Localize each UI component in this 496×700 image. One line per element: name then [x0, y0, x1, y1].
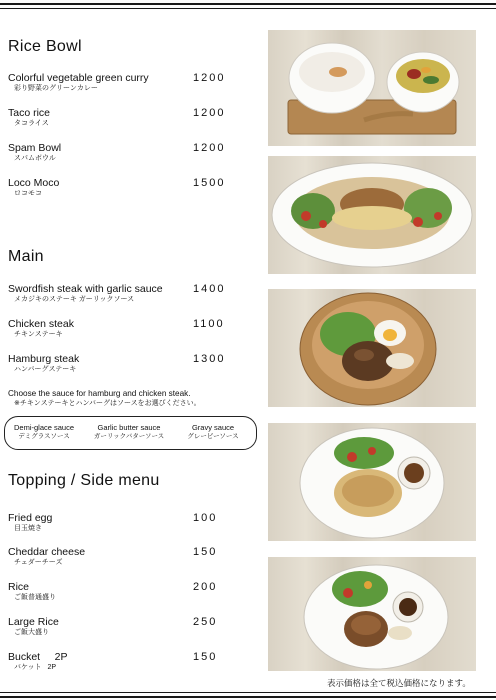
sauce-name-jp: ガーリックバターソース — [93, 433, 165, 440]
hamburg-plate-photo — [268, 557, 476, 671]
item-price: 100 — [193, 512, 218, 524]
item-price: 1400 — [193, 283, 226, 295]
item-name-jp: 彩り野菜のグリーンカレー — [14, 85, 98, 92]
section-title-topping: Topping / Side menu — [8, 472, 160, 489]
item-price: 200 — [193, 581, 218, 593]
menu-item-taco-rice — [8, 107, 232, 128]
tax-included-note: 表示価格は全て税込価格になります。 — [327, 678, 471, 688]
item-price: 1500 — [193, 177, 226, 189]
item-name-jp: チキンステーキ — [14, 331, 63, 338]
sauce-options-box — [4, 416, 257, 450]
item-name-jp: スパムボウル — [14, 155, 56, 162]
item-name: Colorful vegetable green curry — [8, 72, 149, 84]
item-price: 1300 — [193, 353, 226, 365]
item-name-jp: タコライス — [14, 120, 49, 127]
item-price: 150 — [193, 546, 218, 558]
menu-item-bucket — [8, 651, 232, 672]
menu-item-spam-bowl — [8, 142, 232, 163]
item-name: Swordfish steak with garlic sauce — [8, 283, 163, 295]
item-name-jp: メカジキのステーキ ガーリックソース — [14, 296, 135, 303]
menu-item-hamburg-steak — [8, 353, 232, 374]
item-name: Large Rice — [8, 616, 59, 628]
item-name-jp: バケット 2P — [14, 664, 57, 671]
section-title-rice-bowl: Rice Bowl — [8, 38, 82, 55]
item-name-jp: 目玉焼き — [14, 525, 42, 532]
item-name: Taco rice — [8, 107, 51, 119]
item-name-jp: ご飯大盛り — [14, 629, 49, 636]
menu-item-large-rice — [8, 616, 232, 637]
menu-item-rice — [8, 581, 232, 602]
section-title-main: Main — [8, 248, 44, 265]
green-curry-photo — [268, 30, 476, 146]
menu-item-loco-moco — [8, 177, 232, 198]
bottom-border-thick — [0, 696, 496, 698]
sauce-name-jp: デミグラスソース — [18, 433, 70, 440]
sauce-name: Demi-glace sauce — [13, 423, 75, 432]
chicken-steak-photo — [268, 423, 476, 541]
sauce-name: Gravy sauce — [191, 423, 235, 432]
menu-item-chicken-steak — [8, 318, 232, 339]
item-name-jp: ロコモコ — [14, 190, 42, 197]
item-price: 150 — [193, 651, 218, 663]
item-name: Fried egg — [8, 512, 53, 524]
item-name: Bucket 2P — [8, 651, 68, 663]
item-name: Rice — [8, 581, 30, 593]
menu-item-green-curry — [8, 72, 232, 93]
item-price: 250 — [193, 616, 218, 628]
item-name-jp: ハンバーグステーキ — [14, 366, 77, 373]
item-name: Chicken steak — [8, 318, 74, 330]
bottom-border-thin — [0, 692, 496, 693]
sauce-name-jp: グレービーソース — [187, 433, 239, 440]
menu-item-fried-egg — [8, 512, 232, 533]
item-name-jp: チェダーチーズ — [14, 559, 63, 566]
item-name: Loco Moco — [8, 177, 60, 189]
top-border-thin — [0, 8, 496, 9]
menu-item-swordfish-steak — [8, 283, 232, 304]
item-price: 1100 — [193, 318, 225, 330]
item-name: Hamburg steak — [8, 353, 80, 365]
sauce-choice-note — [8, 389, 258, 408]
item-name: Spam Bowl — [8, 142, 62, 154]
menu-item-cheddar-cheese — [8, 546, 232, 567]
loco-moco-photo — [268, 156, 476, 274]
item-price: 1200 — [193, 142, 226, 154]
top-border-thick — [0, 3, 496, 5]
sauce-option-gravy — [177, 423, 249, 441]
item-price: 1200 — [193, 107, 226, 119]
sauce-note-jp: ※チキンステーキとハンバーグはソースをお選びください。 — [14, 400, 201, 407]
sauce-name: Garlic butter sauce — [97, 423, 161, 432]
sauce-option-demi-glace — [7, 423, 81, 441]
item-name: Cheddar cheese — [8, 546, 86, 558]
item-name-jp: ご飯普通盛り — [14, 594, 56, 601]
item-price: 1200 — [193, 72, 226, 84]
sauce-option-garlic-butter — [87, 423, 171, 441]
hamburg-bowl-photo — [268, 289, 476, 407]
sauce-note-en: Choose the sauce for hamburg and chicken steak. — [8, 389, 191, 398]
